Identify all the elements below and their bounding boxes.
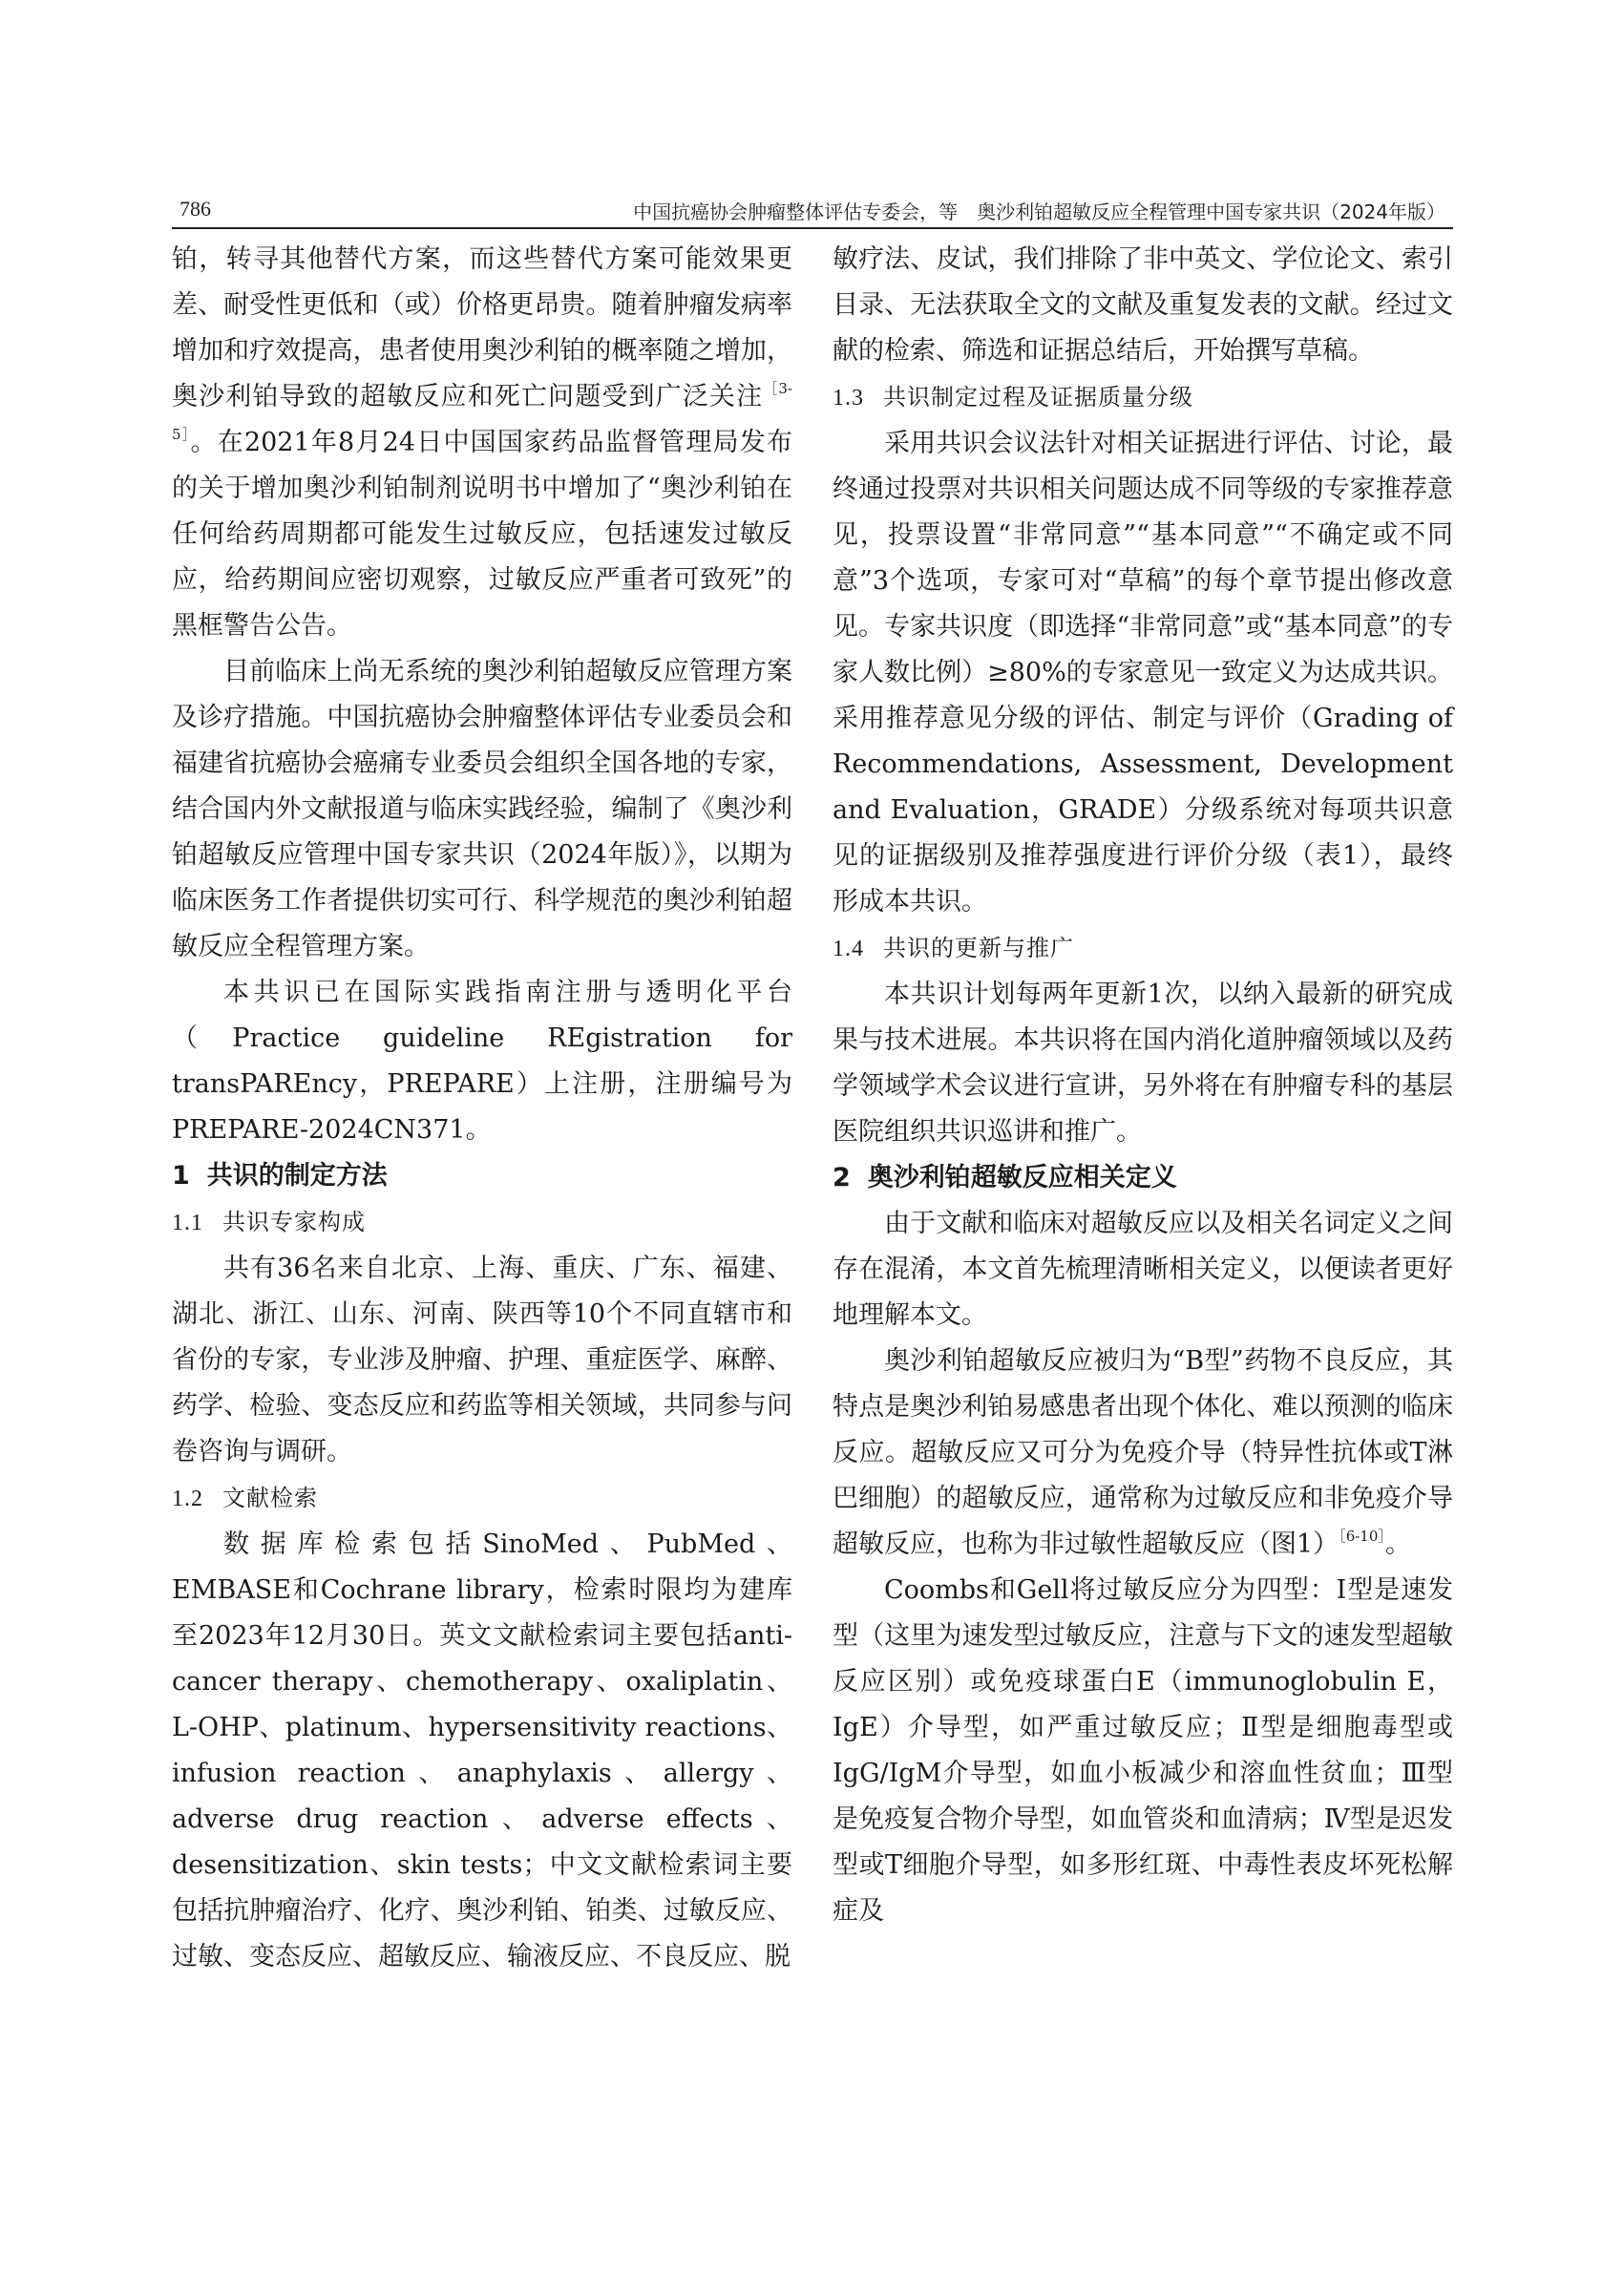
section-heading: 2 奥沙利铂超敏反应相关定义 — [833, 1163, 1177, 1192]
citation[interactable]: ［6-10］ — [1339, 1528, 1385, 1545]
paragraph: 敏疗法、皮试，我们排除了非中英文、学位论文、索引目录、无法获取全文的文献及重复发表的文献。经过文献的检索、筛选和证据总结后，开始撰写草稿。 — [833, 244, 1453, 366]
section-heading: 1 共识的制定方法 — [172, 1161, 388, 1191]
paragraph: Coombs和Gell将过敏反应分为四型：Ⅰ型是速发型（这里为速发型过敏反应，注意与下文的速发型超敏反应区别）或免疫球蛋白E（immunoglobulin E，IgE）介导型，如严重过敏反应；Ⅱ型是细胞毒型或IgG/IgM介导型，如血小板减少和溶血性贫血；Ⅲ型是免疫复合物介导型，如血管炎和血清病；Ⅳ型是迟发型或T细胞介导型，如多形红斑、中毒性表皮坏死松解症及 — [833, 1575, 1453, 1926]
subsection-heading: 1.1 共识专家构成 — [172, 1209, 366, 1235]
citation[interactable]: ［3-5］ — [172, 380, 792, 443]
page-number: 786 — [179, 197, 211, 221]
paragraph: 铂，转寻其他替代方案，而这些替代方案可能效果更差、耐受性更低和（或）价格更昂贵。随着肿瘤发病率增加和疗效提高，患者使用奥沙利铂的概率随之增加，奥沙利铂导致的超敏反应和死亡问题受到广泛关注$^{[3-5]}$。在2021年8月24日中国国家药品监督管理局发布的关于增加奥沙利铂制剂说明书中增加了“奥沙利铂在任何给药周期都可能发生过敏反应，包括速发过敏反应，给药期间应密切观察，过敏反应严重者可致死”的黑框警告公告。 — [172, 244, 793, 641]
header-rule — [172, 227, 1453, 229]
subsection-heading: 1.4 共识的更新与推广 — [833, 935, 1074, 961]
subsection-heading: 1.3 共识制定过程及证据质量分级 — [833, 384, 1193, 411]
paragraph: 共有36名来自北京、上海、重庆、广东、福建、湖北、浙江、山东、河南、陕西等10个不同直辖市和省份的专家，专业涉及肿瘤、护理、重症医学、麻醉、药学、检验、变态反应和药监等相关领域，共同参与问卷咨询与调研。 — [172, 1254, 792, 1466]
paragraph: 目前临床上尚无系统的奥沙利铂超敏反应管理方案及诊疗措施。中国抗癌协会肿瘤整体评估专业委员会和福建省抗癌协会癌痛专业委员会组织全国各地的专家，结合国内外文献报道与临床实践经验，编制了《奥沙利铂超敏反应管理中国专家共识（2024年版）》，以期为临床医务工作者提供切实可行、科学规范的奥沙利铂超敏反应全程管理方案。 — [172, 657, 792, 961]
paragraph: 数据库检索包括SinoMed、PubMed、EMBASE和Cochrane library，检索时限均为建库至2023年12月30日。英文文献检索词主要包括anti-cancer therapy、chemotherapy、oxaliplatin、L-OHP、platinum、hypersensitivity reactions、infusion reaction、anaphylaxis、allergy、adverse drug reaction、adverse effects、desensitization、skin tests；中文文献检索词主要包括抗肿瘤治疗、化疗、奥沙利铂、铂类、过敏反应、过敏、变态反应、超敏反应、输液反应、不良反应、脱 — [172, 1529, 792, 1972]
paragraph: 采用共识会议法针对相关证据进行评估、讨论，最终通过投票对共识相关问题达成不同等级的专家推荐意见，投票设置“非常同意”“基本同意”“不确定或不同意”3个选项，专家可对“草稿”的每个章节提出修改意见。专家共识度（即选择“非常同意”或“基本同意”的专家人数比例）≥80%的专家意见一致定义为达成共识。采用推荐意见分级的评估、制定与评价（Grading of Recommendations, Assessment, Development and Evaluation，GRADE）分级系统对每项共识意见的证据级别及推荐强度进行评价分级（表1），最终形成本共识。 — [833, 429, 1453, 917]
running-title: 中国抗癌协会肿瘤整体评估专委会，等 奥沙利铂超敏反应全程管理中国专家共识（2024年版） — [633, 200, 1445, 223]
paragraph: 本共识计划每两年更新1次，以纳入最新的研究成果与技术进展。本共识将在国内消化道肿瘤领域以及药学领域学术会议进行宣讲，另外将在有肿瘤专科的基层医院组织共识巡讲和推广。 — [833, 980, 1453, 1147]
right-column — [833, 237, 1453, 2184]
paragraph: 奥沙利铂超敏反应被归为“B型”药物不良反应，其特点是奥沙利铂易感患者出现个体化、难以预测的临床反应。超敏反应又可分为免疫介导（特异性抗体或T淋巴细胞）的超敏反应，通常称为过敏反应和非免疫介导超敏反应，也称为非过敏性超敏反应（图1）$^{[6-10]}$。 — [833, 1346, 1453, 1559]
paragraph: 由于文献和临床对超敏反应以及相关名词定义之间存在混淆，本文首先梳理清晰相关定义，以便读者更好地理解本文。 — [833, 1209, 1453, 1330]
paragraph: 本共识已在国际实践指南注册与透明化平台（Practice guideline REgistration for transPAREncy，PREPARE）上注册，注册编号为PREPARE-2024CN371。 — [172, 978, 792, 1145]
page-header — [172, 197, 1453, 225]
subsection-heading: 1.2 文献检索 — [172, 1485, 318, 1511]
left-column — [172, 237, 792, 2184]
